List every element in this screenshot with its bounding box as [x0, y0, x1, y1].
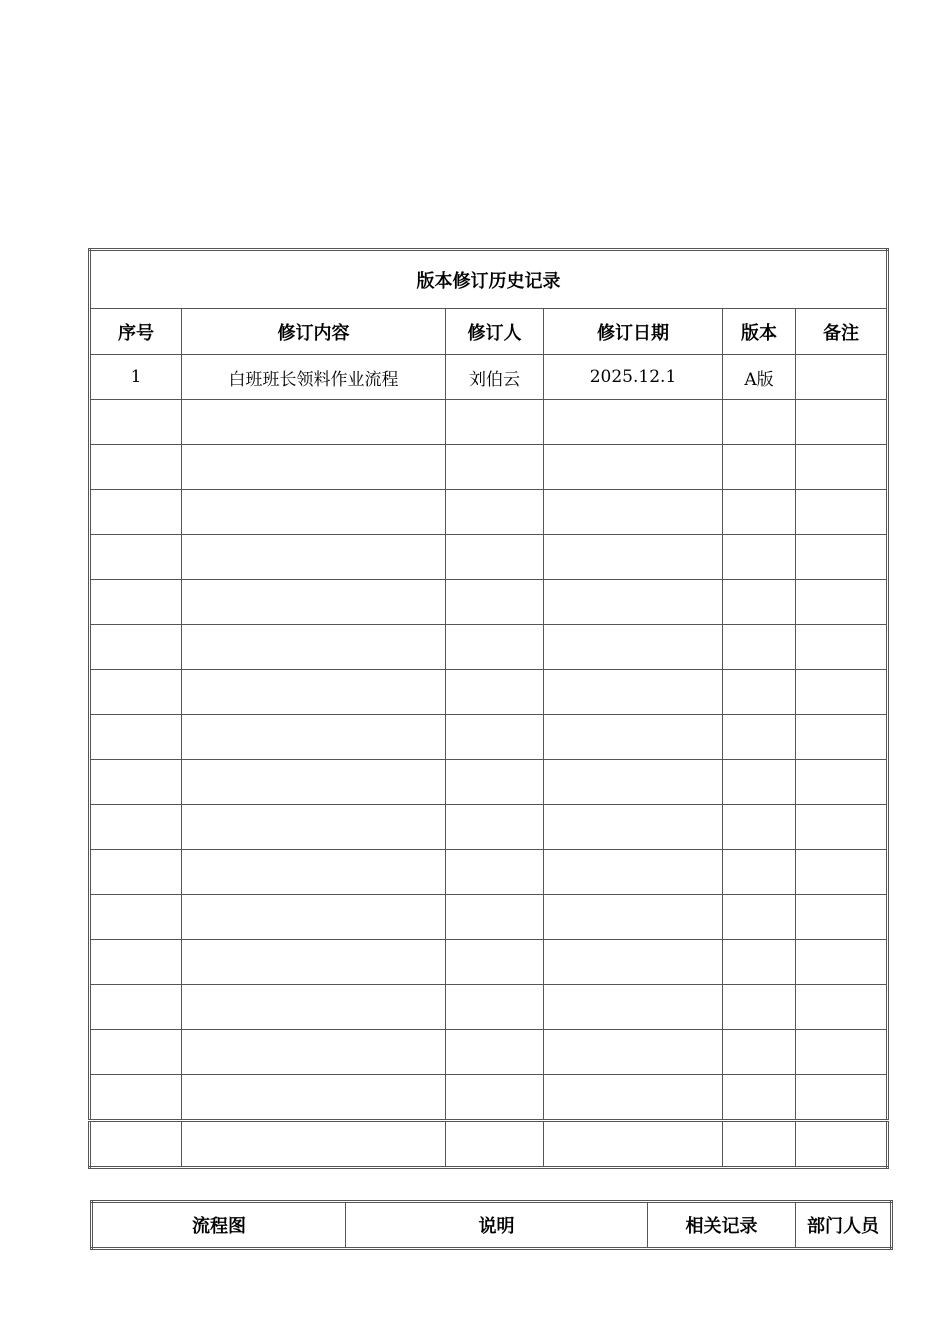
- table-cell: [182, 535, 446, 580]
- table-cell: [723, 445, 796, 490]
- table-cell: [446, 535, 544, 580]
- table-cell: [446, 1121, 544, 1168]
- table-cell: [182, 715, 446, 760]
- table-cell: [446, 580, 544, 625]
- table-cell: [723, 985, 796, 1030]
- table-cell: [723, 805, 796, 850]
- table-row: [90, 625, 888, 670]
- table-cell: [723, 535, 796, 580]
- table-cell: [796, 580, 888, 625]
- table-cell: [182, 940, 446, 985]
- table-row: [90, 490, 888, 535]
- table-cell: [723, 1121, 796, 1168]
- table-cell: [446, 715, 544, 760]
- table-cell: [446, 625, 544, 670]
- table-cell: [446, 490, 544, 535]
- table-cell: [544, 400, 723, 445]
- table-cell: [182, 580, 446, 625]
- table-cell: [796, 1030, 888, 1075]
- table-cell: [723, 850, 796, 895]
- table-cell: [796, 805, 888, 850]
- header-content: 修订内容: [182, 309, 446, 355]
- table-cell: [723, 1030, 796, 1075]
- table-cell: [544, 580, 723, 625]
- table-cell: [544, 760, 723, 805]
- table-cell: [544, 445, 723, 490]
- header-flowchart: 流程图: [92, 1202, 346, 1249]
- table-cell: [182, 670, 446, 715]
- table-cell: [182, 1075, 446, 1121]
- table-cell: [544, 535, 723, 580]
- table-cell: 白班班长领料作业流程: [182, 355, 446, 400]
- table-cell: [544, 670, 723, 715]
- table-cell: [723, 760, 796, 805]
- table-cell: [544, 985, 723, 1030]
- table-cell: [446, 760, 544, 805]
- table-cell: [182, 895, 446, 940]
- header-reviser: 修订人: [446, 309, 544, 355]
- table-cell: [182, 490, 446, 535]
- table-cell: [544, 895, 723, 940]
- table-cell: [446, 850, 544, 895]
- table-cell: [723, 1075, 796, 1121]
- table-row: [90, 1030, 888, 1075]
- header-version: 版本: [723, 309, 796, 355]
- table-cell: [544, 1121, 723, 1168]
- table-cell: [796, 1075, 888, 1121]
- table-cell: [544, 940, 723, 985]
- table-cell: [544, 850, 723, 895]
- table-cell: [182, 760, 446, 805]
- table-cell: [90, 1121, 182, 1168]
- table-cell: [446, 985, 544, 1030]
- table-cell: [90, 1030, 182, 1075]
- table-cell: [723, 670, 796, 715]
- table-cell: [544, 1075, 723, 1121]
- table-row: [90, 760, 888, 805]
- header-description: 说明: [346, 1202, 648, 1249]
- table-cell: 1: [90, 355, 182, 400]
- table-row: [90, 400, 888, 445]
- table-cell: [796, 670, 888, 715]
- header-seq: 序号: [90, 309, 182, 355]
- table-cell: [182, 850, 446, 895]
- table-cell: [796, 1121, 888, 1168]
- table-cell: [90, 400, 182, 445]
- table-cell: [446, 805, 544, 850]
- table-cell: [90, 625, 182, 670]
- header-date: 修订日期: [544, 309, 723, 355]
- table-title: 版本修订历史记录: [90, 250, 888, 309]
- table-cell: [90, 670, 182, 715]
- table-cell: [90, 850, 182, 895]
- table-cell: [90, 805, 182, 850]
- table-row: [90, 805, 888, 850]
- table-cell: [796, 850, 888, 895]
- table-cell: [90, 580, 182, 625]
- table-cell: [90, 940, 182, 985]
- table-cell: [723, 490, 796, 535]
- table-cell: [796, 490, 888, 535]
- table-cell: [544, 1030, 723, 1075]
- table-row: [90, 985, 888, 1030]
- table-cell: [796, 535, 888, 580]
- table-row: [90, 445, 888, 490]
- table-cell: [796, 985, 888, 1030]
- table-cell: [544, 805, 723, 850]
- table-cell: [544, 715, 723, 760]
- header-department-staff: 部门人员: [796, 1202, 892, 1249]
- table-cell: [544, 625, 723, 670]
- table-cell: [723, 895, 796, 940]
- table-cell: 2025.12.1: [544, 355, 723, 400]
- table-cell: [446, 670, 544, 715]
- table-cell: [90, 895, 182, 940]
- table-cell: [544, 490, 723, 535]
- table-cell: [796, 715, 888, 760]
- table-cell: [182, 625, 446, 670]
- table-cell: 刘伯云: [446, 355, 544, 400]
- table-cell: [90, 445, 182, 490]
- table-row: [90, 1075, 888, 1121]
- table-cell: [90, 490, 182, 535]
- table-row: [90, 670, 888, 715]
- table-cell: [796, 355, 888, 400]
- table-cell: [446, 400, 544, 445]
- table-cell: [182, 1030, 446, 1075]
- table-row: [90, 580, 888, 625]
- table-row: [90, 355, 888, 400]
- table-cell: [796, 400, 888, 445]
- table-cell: [446, 940, 544, 985]
- table-cell: [182, 445, 446, 490]
- table-row: [90, 1121, 888, 1168]
- table-cell: [90, 1075, 182, 1121]
- table-cell: [796, 895, 888, 940]
- table-cell: [723, 940, 796, 985]
- table-cell: [90, 535, 182, 580]
- table-cell: [796, 445, 888, 490]
- table-cell: [723, 580, 796, 625]
- table-cell: [796, 625, 888, 670]
- table-cell: [446, 1075, 544, 1121]
- table-row: [90, 940, 888, 985]
- revision-history-table: [88, 248, 889, 1169]
- header-remark: 备注: [796, 309, 888, 355]
- table-cell: [796, 940, 888, 985]
- table-cell: [182, 400, 446, 445]
- table-cell: [723, 625, 796, 670]
- table-cell: [446, 895, 544, 940]
- table-cell: [182, 1121, 446, 1168]
- table-cell: A版: [723, 355, 796, 400]
- table-cell: [796, 760, 888, 805]
- table-cell: [723, 400, 796, 445]
- table-row: [90, 850, 888, 895]
- table-cell: [446, 1030, 544, 1075]
- table-cell: [182, 985, 446, 1030]
- table-cell: [90, 760, 182, 805]
- table-row: [90, 535, 888, 580]
- table-cell: [723, 715, 796, 760]
- table-cell: [182, 805, 446, 850]
- table-cell: [90, 985, 182, 1030]
- table-cell: [90, 715, 182, 760]
- table-row: [90, 715, 888, 760]
- table-cell: [446, 445, 544, 490]
- table-row: [90, 895, 888, 940]
- header-related-records: 相关记录: [648, 1202, 796, 1249]
- flow-chart-header-table: [90, 1200, 893, 1250]
